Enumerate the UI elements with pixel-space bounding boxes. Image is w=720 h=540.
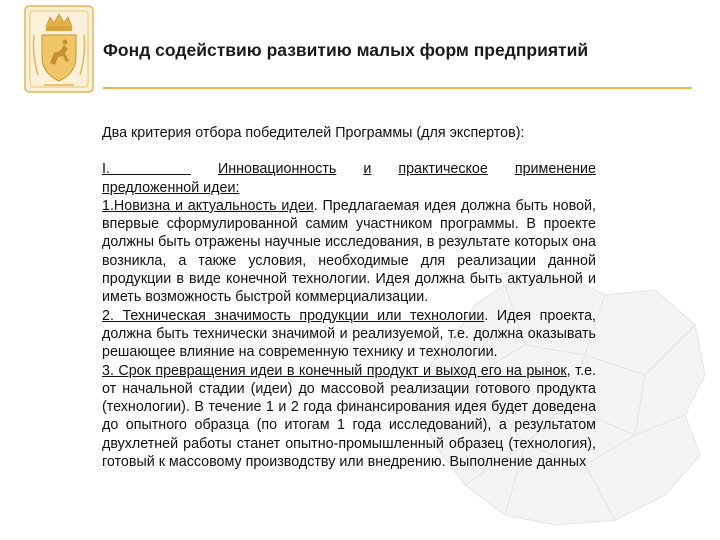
section-1-number: I.	[102, 161, 110, 178]
title-divider	[103, 87, 692, 89]
criterion-1	[102, 197, 596, 307]
criterion-1-title: 1.Новизна и актуальность идеи	[102, 197, 314, 214]
section-1-word-5: предложенной идеи:	[102, 179, 240, 196]
section-1-heading-cont	[102, 179, 596, 197]
criterion-3-title: 3. Срок превращения идеи в конечный продукт и выход его на рынок	[102, 362, 567, 379]
criterion-3-text: , т.е. от начальной стадии (идеи) до массовой реализации готового продукта (технологии). В течение 1 и 2 года финансирования идея будет доведена до опытного образца (по итогам 1 года исследований), а результатом двухлетней работы станет опытно-промышленный образец (технология), готовый к массовому производству или внедрению. Выполнение данных	[102, 362, 596, 471]
section-1-word-1: Инновационность	[217, 161, 337, 178]
coat-of-arms-icon	[24, 5, 94, 93]
criterion-1-text: . Предлагаемая идея должна быть новой, впервые сформулированной самим участником программы. В проекте должны быть отражены научные исследования, в результате которых она возникла, а также условия, необходимые для реализации данной продукции в виде конечной технологии. Идея должна быть актуальной и иметь возможность быстрой коммерциализации.	[102, 197, 596, 306]
criteria-subtitle: Два критерия отбора победителей Программы (для экспертов):	[102, 125, 525, 141]
section-1-word-4: применение	[514, 161, 596, 178]
criterion-2-text: . Идея проекта, должна быть технически значимой и реализуемой, т.е. должна оказывать решающее влияние на современную технику и технологии.	[102, 307, 596, 361]
criterion-2	[102, 307, 596, 362]
page-title: Фонд содействию развитию малых форм предприятий	[103, 40, 589, 60]
section-1-heading	[102, 160, 596, 178]
section-1-word-3: практическое	[398, 161, 488, 178]
document-body	[102, 124, 596, 471]
criterion-3	[102, 362, 596, 472]
section-1-word-2: и	[363, 161, 372, 178]
criterion-2-title: 2. Техническая значимость продукции или технологии	[102, 307, 485, 324]
